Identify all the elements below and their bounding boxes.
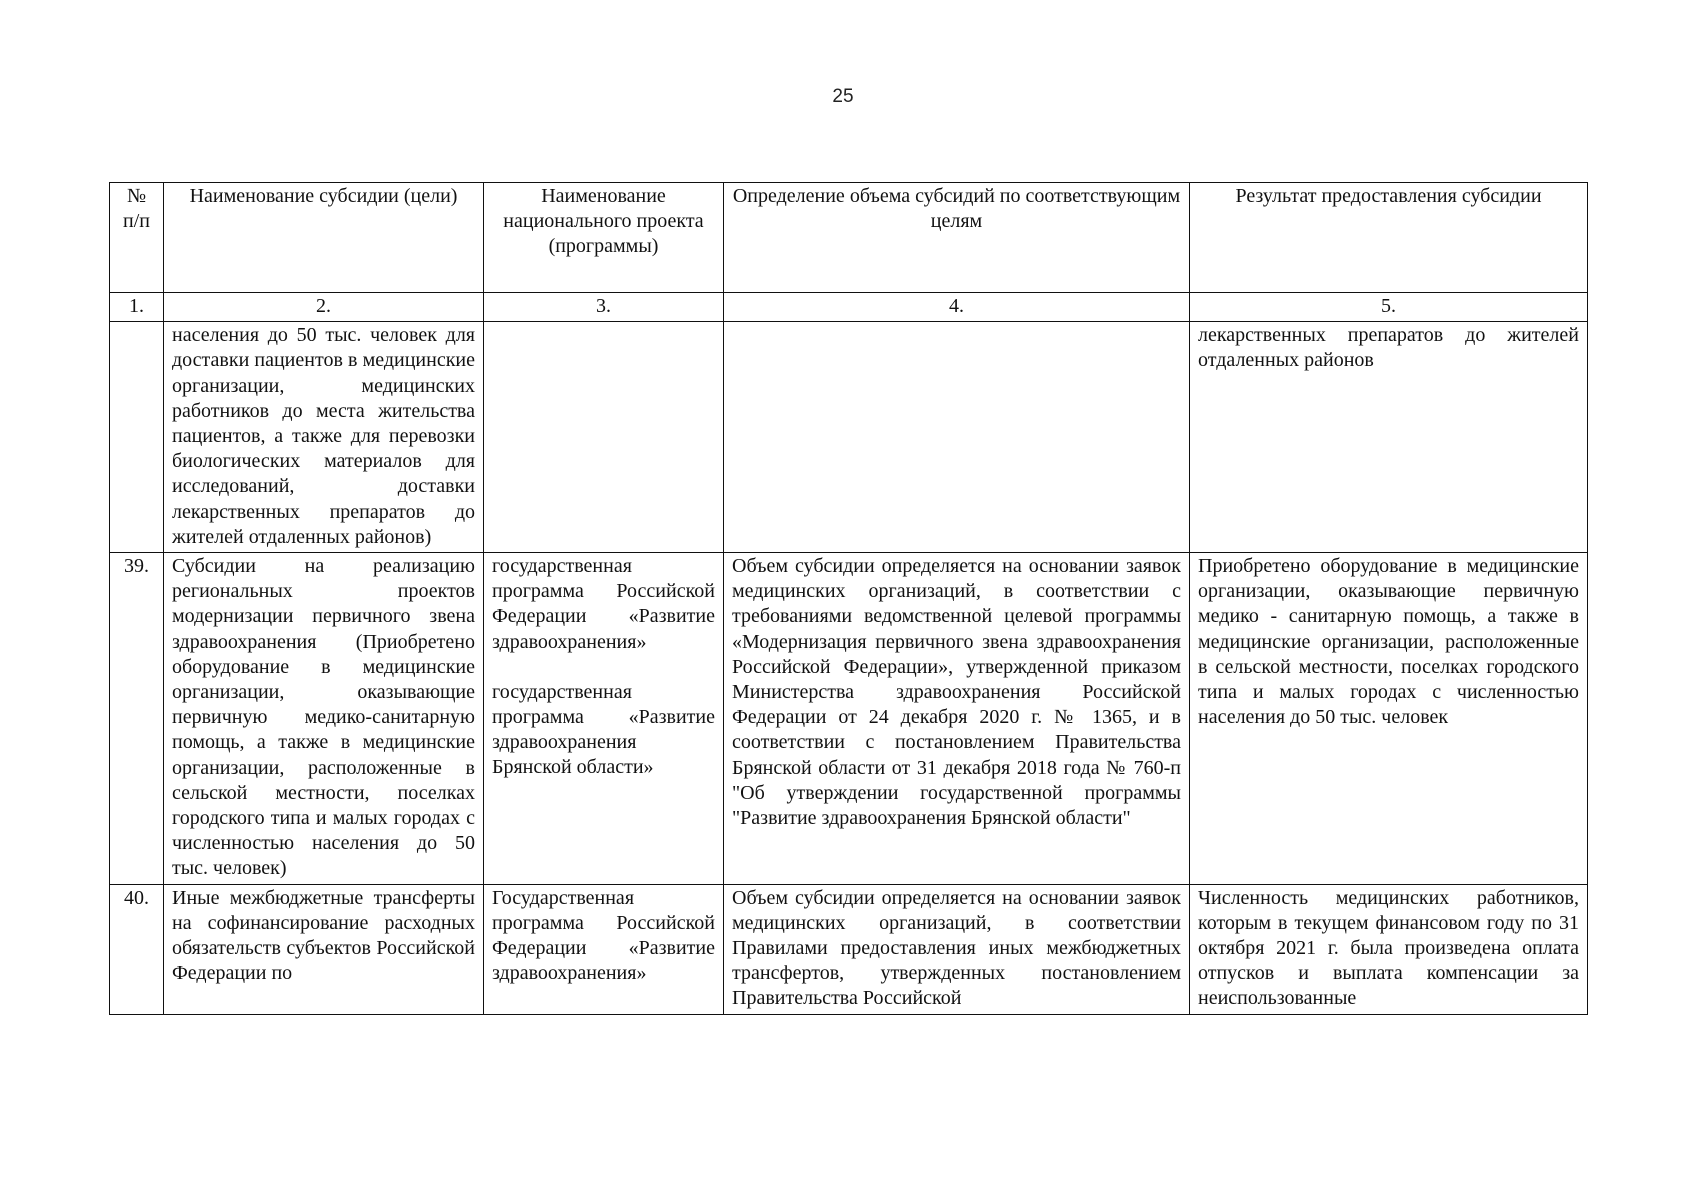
result-cell: Численность медицинских работников, которым в текущем финансовом году по 31 октября 2021 г. была произведена оплата отпусков и выплата компенсации за неиспользованные (1190, 884, 1588, 1014)
spacer (492, 655, 715, 680)
column-number-cell: 1. (110, 293, 164, 322)
result-cell: Приобретено оборудование в медицинские организации, оказывающие первичную медико - санитарную помощь, а также в медицинские организации, расположенные в сельской местности, поселках городского типа и малых городах с численностью населения до 50 тыс. человек (1190, 553, 1588, 885)
page-number: 25 (832, 86, 854, 107)
row-number-cell: 40. (110, 884, 164, 1014)
header-cell-number: № п/п (110, 183, 164, 293)
subsidy-name-cell: Иные межбюджетные трансферты на софинансирование расходных обязательств субъектов Российской Федерации по (164, 884, 484, 1014)
federal-program-text: государственная программа Российской Федерации «Развитие здравоохранения» (492, 555, 715, 653)
column-number-cell: 2. (164, 293, 484, 322)
table-row (110, 884, 1588, 1014)
header-cell-volume-definition: Определение объема субсидий по соответствующим целям (724, 183, 1190, 293)
column-number-row (110, 293, 1588, 322)
header-cell-subsidy-name: Наименование субсидии (цели) (164, 183, 484, 293)
header-cell-national-project: Наименование национального проекта (программы) (484, 183, 724, 293)
volume-definition-cell: Объем субсидии определяется на основании заявок медицинских организаций, в соответствии с требованиями ведомственной целевой программы «Модернизация первичного звена здравоохранения Российской Федерации», утвержденной приказом Министерства здравоохранения Российской Федерации от 24 декабря 2020 г. № 1365, и в соответствии с постановлением Правительства Брянской области от 31 декабря 2018 года № 760-п "Об утверждении государственной программы "Развитие здравоохранения Брянской области" (724, 553, 1190, 885)
row-number-cell (110, 322, 164, 553)
column-number-cell: 4. (724, 293, 1190, 322)
subsidy-name-cell: Субсидии на реализацию региональных проектов модернизации первичного звена здравоохранения (Приобретено оборудование в медицинские организации, оказывающие первичную медико-санитарную помощь, а также в медицинские организации, расположенные в сельской местности, поселках городского типа и малых городах с численностью населения до 50 тыс. человек) (164, 553, 484, 885)
header-cell-result: Результат предоставления субсидии (1190, 183, 1588, 293)
national-project-cell (484, 884, 724, 1014)
subsidy-name-cell: населения до 50 тыс. человек для доставки пациентов в медицинские организации, медицинских работников до места жительства пациентов, а также для перевозки биологических материалов для исследований, доставки лекарственных препаратов до жителей отдаленных районов) (164, 322, 484, 553)
table-row (110, 553, 1588, 885)
national-project-cell (484, 322, 724, 553)
national-project-cell (484, 553, 724, 885)
row-number-cell: 39. (110, 553, 164, 885)
volume-definition-cell (724, 322, 1190, 553)
subsidy-table (109, 182, 1588, 1015)
table-header-row (110, 183, 1588, 293)
result-cell: лекарственных препаратов до жителей отдаленных районов (1190, 322, 1588, 553)
table-row (110, 322, 1588, 553)
volume-definition-cell: Объем субсидии определяется на основании заявок медицинских организаций, в соответствии Правилами предоставления иных межбюджетных трансфертов, утвержденных постановлением Правительства Российской (724, 884, 1190, 1014)
column-number-cell: 3. (484, 293, 724, 322)
federal-program-text: Государственная программа Российской Федерации «Развитие здравоохранения» (492, 886, 715, 985)
column-number-cell: 5. (1190, 293, 1588, 322)
regional-program-text: государственная программа «Развитие здравоохранения Брянской области» (492, 680, 715, 779)
